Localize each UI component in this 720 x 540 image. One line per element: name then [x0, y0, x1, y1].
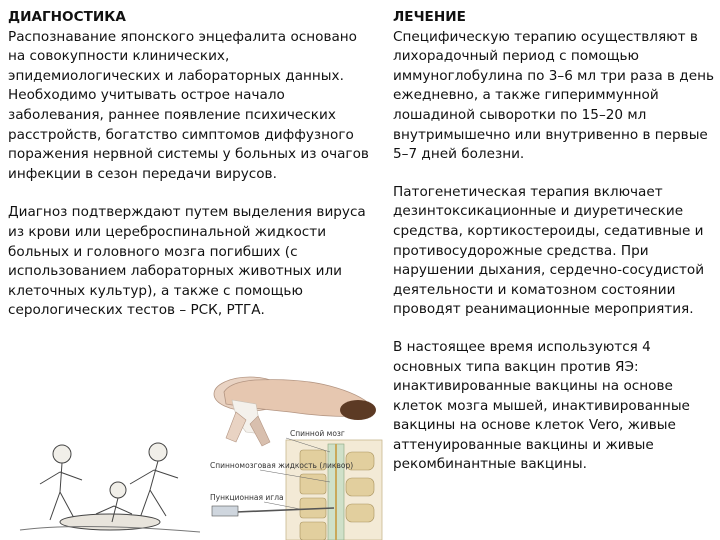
spine-diagram: [286, 440, 382, 540]
diagnostics-paragraph-2: Диагноз подтверждают путем выделения вируса из крови или цереброспинальной жидкости больных и головного мозга погибших (с использованием лабораторных животных или клеточных культур), а также с помощью серологических тестов – РСК, РТГА.: [8, 204, 366, 319]
diagnostics-paragraph-1: Распознавание японского энцефалита основано на совокупности клинических, эпидемиологических и лабораторных данных. Необходимо учитывать острое начало заболевания, раннее появление психических расстройств, богатство симптомов диффузного поражения нервной системы у больных из очагов инфекции в сезон передачи вирусов.: [8, 28, 369, 182]
diagnostics-heading: ДИАГНОСТИКА: [8, 9, 126, 25]
treatment-paragraph-3: В настоящее время используются 4 основных типа вакцин против ЯЭ: инактивированные вакцины на основе клеток мозга мышей, инактивированные вакцины на основе клеток Vero, живые аттенуированные вакцины и живые рекомбинантные вакцины.: [393, 338, 690, 473]
lumbar-puncture-illustration: [0, 372, 390, 540]
label-spinal-cord: Спинной мозг: [290, 429, 345, 438]
treatment-heading: ЛЕЧЕНИЕ: [393, 9, 466, 25]
label-csf: Спинномозговая жидкость (ликвор): [210, 461, 354, 470]
label-needle: Пункционная игла: [210, 493, 284, 502]
diagnostics-column: [8, 8, 376, 321]
treatment-paragraph-1: Специфическую терапию осуществляют в лихорадочный период с помощью иммуноглобулина по 3–6 мл три раза в день ежедневно, а также гипериммунной лошадиной сыворотки по 15–20 мл внутримышечно или внутривенно в первые 5–7 дней болезни.: [393, 28, 714, 163]
treatment-paragraph-2: Патогенетическая терапия включает дезинтоксикационные и диуретические средства, кортикостероиды, седативные и противосудорожные средства. При нарушении дыхания, сердечно-сосудистой деятельности и коматозном состоянии проводят реанимационные мероприятия.: [393, 183, 705, 318]
resuscitation-sketch: [20, 443, 200, 532]
treatment-column: [393, 8, 715, 475]
